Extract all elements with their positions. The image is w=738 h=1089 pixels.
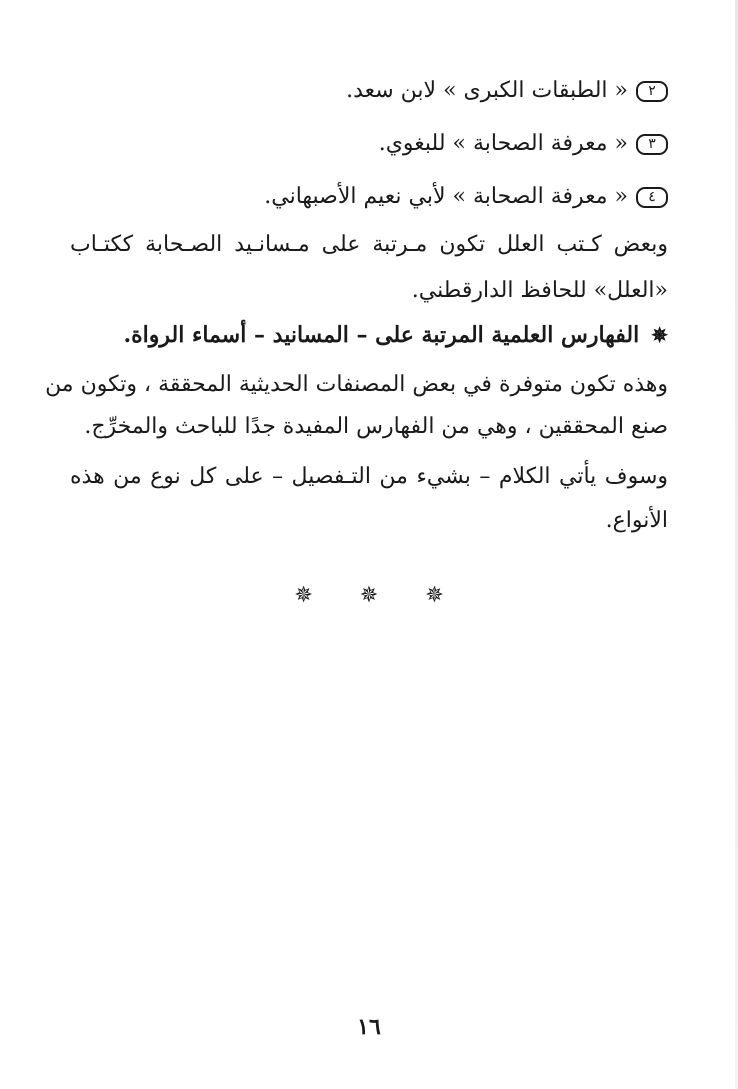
- paragraph-line: صنع المحققين ، وهي من الفهارس المفيدة جدًا للباحث والمخرِّج.: [84, 414, 668, 439]
- star-ornament-icon: ✵: [359, 583, 379, 608]
- list-item: [264, 182, 668, 212]
- paragraph-line: «العلل» للحافظ الدارقطني.: [411, 278, 668, 303]
- list-item: [379, 129, 668, 159]
- star-ornament-icon: ✵: [425, 583, 444, 608]
- star-ornament-icon: ✵: [294, 583, 313, 608]
- paragraph-line: الأنواع.: [605, 508, 668, 533]
- list-number-badge: ٢: [636, 81, 668, 102]
- list-item: [346, 76, 668, 106]
- section-heading-text: الفهارس العلمية المرتبة على – المسانيد – أسماء الرواة.: [123, 322, 640, 348]
- paragraph-line: وهذه تكون متوفرة في بعض المصنفات الحديثية المحققة ، وتكون من: [45, 372, 668, 397]
- list-number-badge: ٣: [636, 134, 668, 155]
- list-number-badge: ٤: [636, 187, 668, 208]
- star-bullet-icon: ✵: [651, 323, 668, 347]
- list-item-text: « الطبقات الكبرى » لابن سعد.: [346, 78, 628, 103]
- page-number: ١٦: [357, 1014, 381, 1040]
- paragraph-line: وسوف يأتي الكلام – بشيء من التـفصيل – على كل نوع من هذه: [70, 464, 668, 489]
- section-separator: [0, 583, 738, 608]
- list-item-text: « معرفة الصحابة » للبغوي.: [378, 131, 628, 156]
- section-heading: [123, 320, 668, 350]
- list-item-text: « معرفة الصحابة » لأبي نعيم الأصبهاني.: [264, 184, 628, 209]
- paragraph-line: وبعض كـتب العلل تكون مـرتبة على مـسانـيد الصـحابة ككتـاب: [70, 232, 668, 257]
